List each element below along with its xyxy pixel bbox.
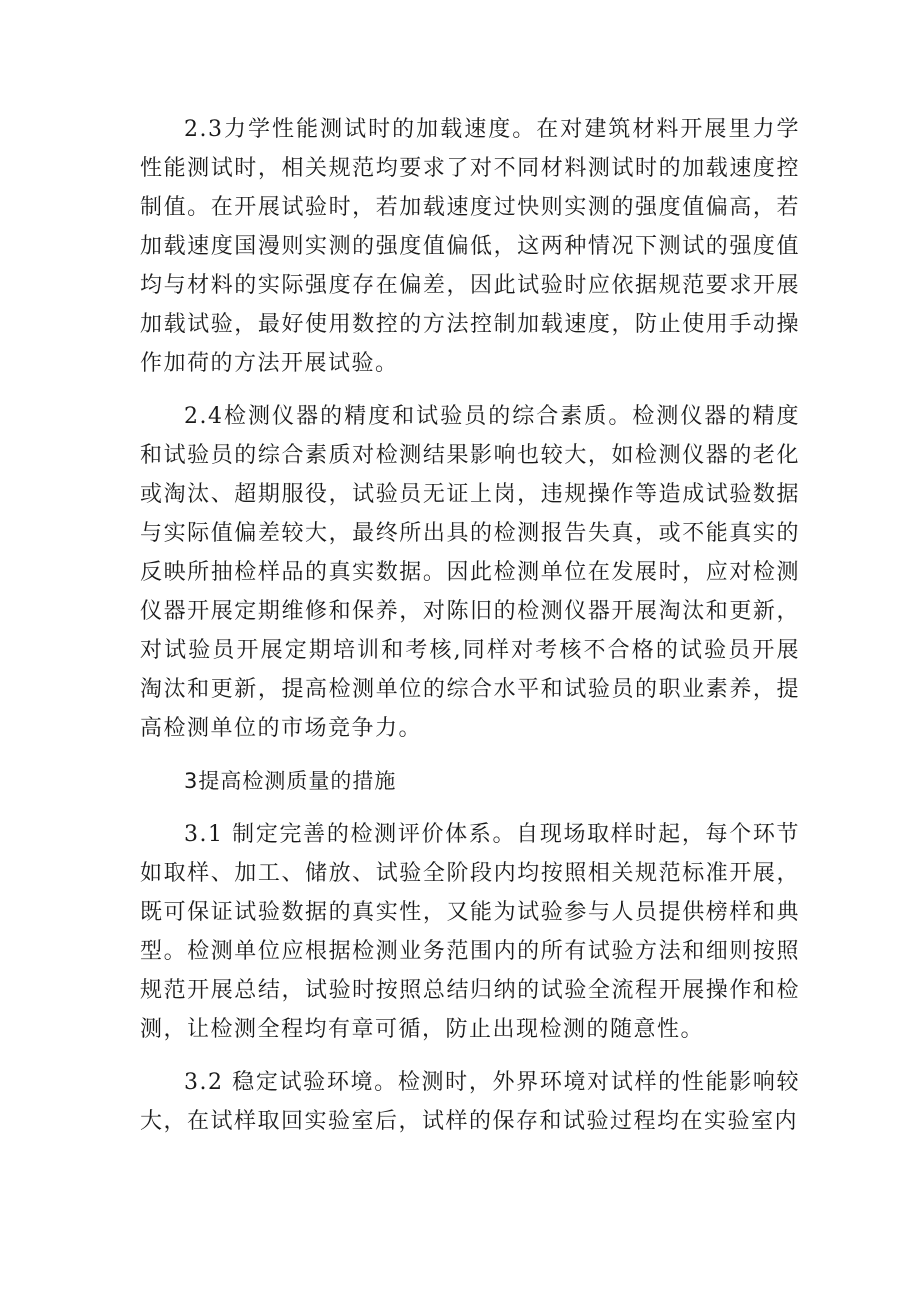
paragraph-3-2: 3.2 稳定试验环境。检测时，外界环境对试样的性能影响较大，在试样取回实验室后，试样的保存和试验过程均在实验室内 <box>140 1070 800 1134</box>
paragraph-2-4: 2.4检测仪器的精度和试验员的综合素质。检测仪器的精度和试验员的综合素质对检测结果影响也较大，如检测仪器的老化或淘汰、超期服役，试验员无证上岗，违规操作等造成试验数据与实际值偏差较大，最终所出具的检测报告失真，或不能真实的反映所抽检样品的真实数据。因此检测单位在发展时，应对检测仪器开展定期维修和保养，对陈旧的检测仪器开展淘汰和更新，对试验员开展定期培训和考核,同样对考核不合格的试验员开展淘汰和更新，提高检测单位的综合水平和试验员的职业素养，提高检测单位的市场竞争力。 <box>140 404 800 741</box>
paragraph-3-1: 3.1 制定完善的检测评价体系。自现场取样时起，每个环节如取样、加工、储放、试验全阶段内均按照相关规范标准开展，既可保证试验数据的真实性，又能为试验参与人员提供榜样和典型。检测单位应根据检测业务范围内的所有试验方法和细则按照规范开展总结，试验时按照总结归纳的试验全流程开展操作和检测，让检测全程均有章可循，防止出现检测的随意性。 <box>140 822 800 1042</box>
paragraph-2-3: 2.3力学性能测试时的加载速度。在对建筑材料开展里力学性能测试时，相关规范均要求了对不同材料测试时的加载速度控制值。在开展试验时，若加载速度过快则实测的强度值偏高，若加载速度国漫则实测的强度值偏低，这两种情况下测试的强度值均与材料的实际强度存在偏差，因此试验时应依据规范要求开展加载试验，最好使用数控的方法控制加载速度，防止使用手动操作加荷的方法开展试验。 <box>140 117 800 376</box>
document-body <box>140 110 800 1155</box>
section-heading-3: 3提高检测质量的措施 <box>184 769 397 793</box>
